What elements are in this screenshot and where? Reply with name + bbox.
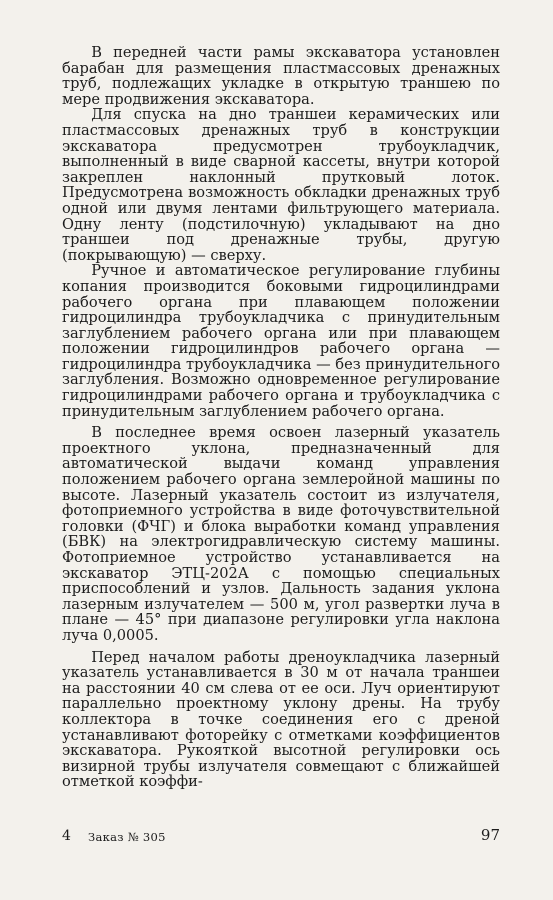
body-text	[62, 45, 500, 790]
paragraph: В последнее время освоен лазерный указатель проектного уклона, предназначенный для автоматической выдачи команд управления положением рабочего органа землеройной машины по высоте. Лазерный указатель состоит из излучателя, фотоприемного устройства в виде фоточувствительной головки (ФЧГ) и блока выработки команд управления (БВК) на электрогидравлическую систему машины. Фотоприемное устройство устанавливается на экскаватор ЭТЦ-202А с помощью специальных приспособлений и узлов. Дальность задания уклона лазерным излучателем — 500 м, угол развертки луча в плане — 45° при диапазоне регулировки угла наклона луча 0,0005.	[62, 424, 500, 644]
page-footer	[62, 826, 500, 850]
page-number: 97	[480, 826, 500, 844]
paragraph: Ручное и автоматическое регулирование глубины копания производится боковыми гидроцилиндрами рабочего органа при плавающем положении гидроцилиндра трубоукладчика с принудительным заглублением рабочего органа или при плавающем положении гидроцилиндров рабочего органа — гидроцилиндра трубоукладчика — без принудительного заглубления. Возможно одновременное регулирование гидроцилиндрами рабочего органа и трубоукладчика с принудительным заглублением рабочего органа.	[62, 262, 501, 420]
paragraph: В передней части рамы экскаватора установлен барабан для размещения пластмассовых дренажных труб, подлежащих укладке в открытую траншею по мере продвижения экскаватора.	[62, 44, 500, 108]
paragraph: Для спуска на дно траншеи керамических или пластмассовых дренажных труб в конструкции экскаватора предусмотрен трубоукладчик, выполненный в виде сварной кассеты, внутри которой закреплен наклонный прутковый лоток. Предусмотрена возможность обкладки дренажных труб одной или двумя лентами фильтрующего материала. Одну ленту (подстилочную) укладывают на дно траншеи под дренажные трубы, другую (покрывающую) — сверху.	[62, 106, 500, 264]
paragraph: Перед началом работы дреноукладчика лазерный указатель устанавливается в 30 м от начала траншеи на расстоянии 40 см слева от ее оси. Луч ориентируют параллельно проектному уклону дрены. На трубу коллектора в точке соединения его с дреной устанавливают фоторейку с отметками коэффициентов экскаватора. Рукояткой высотной регулировки ось визирной трубы излучателя совмещают с ближайшей отметкой коэффи-	[62, 648, 500, 791]
signature-number: 4	[62, 828, 71, 844]
print-order: Заказ № 305	[88, 830, 166, 844]
